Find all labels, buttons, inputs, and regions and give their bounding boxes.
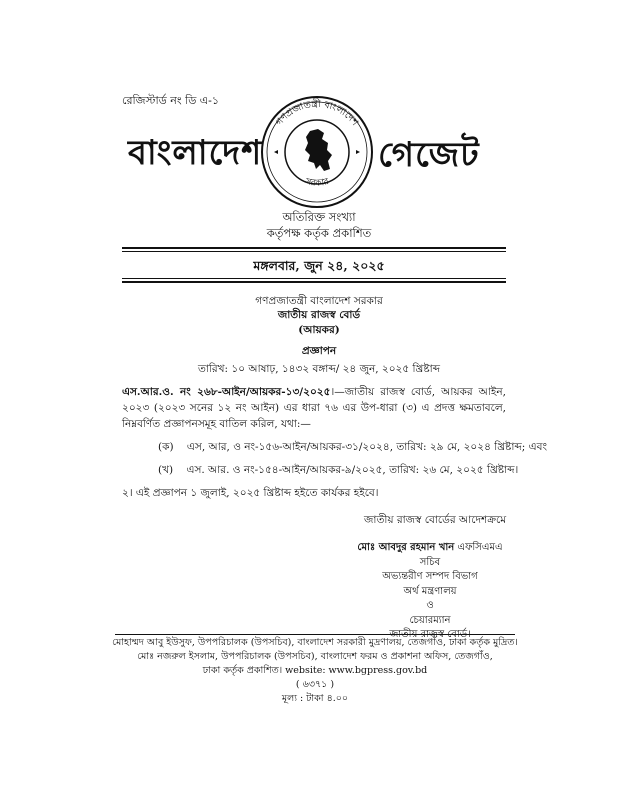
wing-name: (আয়কর) — [298, 324, 340, 336]
list-item — [158, 440, 547, 457]
signatory-title: সচিব — [419, 556, 441, 568]
printer-line: মোহাম্মদ আবু ইউসুফ, উপপরিচালক (উপসচিব), বাংলাদেশ সরকারী মুদ্রণালয়, তেজগাঁও, ঢাকা কর্তৃক মুদ্রিত। — [112, 637, 518, 648]
by-order-label: জাতীয় রাজস্ব বোর্ডের আদেশক্রমে — [364, 514, 507, 526]
notice-title: প্রজ্ঞাপন — [301, 345, 337, 357]
divider — [122, 281, 506, 283]
signatory-ministry: অর্থ মন্ত্রণালয় — [403, 585, 457, 597]
divider — [122, 278, 506, 279]
signatory-name: মোঃ আবদুর রহমান খান এফসিএমএ — [357, 542, 503, 553]
divider — [122, 251, 506, 252]
published-by-label: কর্তৃপক্ষ কর্তৃক প্রকাশিত — [266, 226, 372, 240]
extra-issue-label: অতিরিক্ত সংখ্যা — [282, 210, 356, 224]
list-marker: (ক) — [158, 441, 174, 453]
page-number: ( ৬৩৭১ ) — [295, 679, 335, 690]
footer-divider — [115, 634, 515, 635]
list-text: এস. আর. ও নং-১৫৪-আইন/আয়কর-৯/২০২৫, তারিখ: ২৬ মে, ২০২৫ খ্রিষ্টাব্দ। — [186, 464, 519, 476]
gazette-title-bangladesh: বাংলাদেশ — [128, 133, 263, 173]
seal-text-bottom: সরকার — [304, 176, 331, 189]
price-label: মূল্য : টাকা ৪.০০ — [281, 693, 349, 704]
registration-number: রেজিস্টার্ড নং ডি এ-১ — [122, 94, 220, 107]
list-item — [158, 463, 518, 480]
publisher-line: মোঃ নজরুল ইসলাম, উপপরিচালক (উপসচিব), বাংলাদেশ ফরম ও প্রকাশনা অফিস, তেজগাঁও, — [137, 651, 493, 662]
website-line: ঢাকা কর্তৃক প্রকাশিত। website: www.bgpress.gov.bd — [202, 665, 428, 676]
notice-date: তারিখ: ১০ আষাঢ়, ১৪৩২ বঙ্গাব্দ/ ২৪ জুন, ২০২৫ খ্রিষ্টাব্দ — [197, 363, 441, 375]
government-seal-icon — [258, 93, 376, 211]
government-name: গণপ্রজাতন্ত্রী বাংলাদেশ সরকার — [255, 295, 383, 307]
effective-date-paragraph: ২। এই প্রজ্ঞাপন ১ জুলাই, ২০২৫ খ্রিষ্টাব্দ হইতে কার্যকর হইবে। — [122, 487, 379, 499]
sro-number: এস.আর.ও. নং ২৬৮-আইন/আয়কর-১৩/২০২৫ — [122, 386, 331, 398]
board-name: জাতীয় রাজস্ব বোর্ড — [277, 309, 361, 321]
signatory-and: ও — [426, 600, 434, 611]
list-text: এস, আর, ও নং-১৫৬-আইন/আয়কর-৩১/২০২৪, তারিখ: ২৯ মে, ২০২৪ খ্রিষ্টাব্দ; এবং — [186, 441, 547, 453]
divider — [122, 247, 506, 249]
list-marker: (খ) — [158, 464, 174, 476]
notice-paragraph — [122, 384, 506, 432]
gazette-title-gazette: গেজেট — [378, 135, 480, 175]
issue-date: মঙ্গলবার, জুন ২৪, ২০২৫ — [253, 258, 385, 273]
signatory-division: অভ্যন্তরীণ সম্পদ বিভাগ — [382, 571, 478, 582]
signature-block — [330, 541, 530, 643]
paragraph-text: ।—জাতীয় রাজস্ব বোর্ড, আয়কর আইন, ২০২৩ (২০২৩ সনের ১২ নং আইন) এর ধারা ৭৬ এর উপ-ধারা (৩) এ প্রদত্ত ক্ষমতাবলে, নিম্নবর্ণিত প্রজ্ঞাপনসমূহ বাতিল করিল, যথা:— — [122, 386, 506, 430]
seal-text-top: গণপ্রজাতন্ত্রী বাংলাদেশ — [273, 98, 361, 129]
signatory-chair: চেয়ারম্যান — [409, 614, 451, 626]
